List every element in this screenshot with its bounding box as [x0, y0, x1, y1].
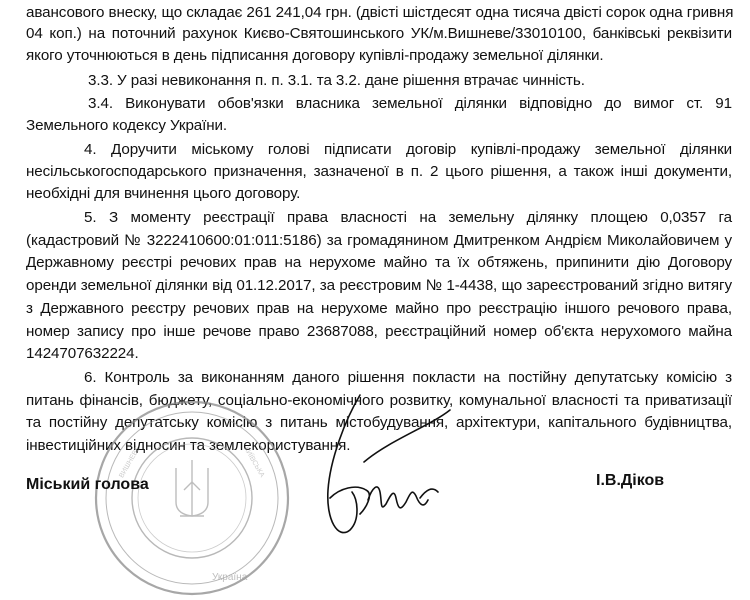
text-line: 3.4. Виконувати обов'язки власника земельної ділянки відповідно до вимог ст. 91: [88, 95, 732, 112]
text-line: номер запису про інше речове право 23687088, реєстраційний номер об'єкта нерухомого майна: [26, 323, 732, 340]
text-line: інвестиційних відносин та землекористування.: [26, 437, 351, 454]
text-line: авансового внеску, що складає 261 241,04 грн. (двісті шістдесят одна тисяча двісті сорок одна гривня: [26, 4, 734, 21]
signatory-title: Міський голова: [26, 476, 149, 493]
text-line: необхідні для вчинення цього договору.: [26, 185, 301, 202]
text-line: оренди земельної ділянки від 01.12.2017, за реєстровим № 1-4438, що зареєстрований згідно витягу: [26, 277, 732, 294]
signatory-name: І.В.Діков: [596, 472, 665, 489]
trident-emblem: [176, 460, 208, 516]
text-line: якого уточнюються в день підписання договору купівлі-продажу земельної ділянки.: [26, 47, 604, 64]
text-line: 04 коп.) на поточний рахунок Києво-Святошинського УК/м.Вишневе/33010100, банківські реквізити: [26, 25, 732, 42]
text-line: 5. З моменту реєстрації права власності на земельну ділянку площею 0,0357 га: [84, 209, 732, 226]
text-line: несільськогосподарського призначення, зазначеної в п. 2 цього рішення, а також інші документи,: [26, 163, 732, 180]
text-line: з Державного реєстру речових прав на нерухоме майно про реєстрацію іншого речового права,: [26, 300, 732, 317]
text-line: Земельного кодексу України.: [26, 117, 228, 134]
official-seal: [92, 398, 292, 598]
text-line: 6. Контроль за виконанням даного рішення покласти на постійну депутатську комісію з: [84, 369, 732, 386]
text-line: та постійну депутатську комісію з питань містобудування, архітектури, капітального будівництва,: [26, 414, 732, 431]
text-line: 3.3. У разі невиконання п. п. 3.1. та 3.2. дане рішення втрачає чинність.: [88, 72, 585, 89]
handwritten-signature: [320, 380, 460, 560]
text-line: (кадастровий № 3222410600:01:011:5186) за громадянином Дмитренком Андрієм Миколайовичем у: [26, 232, 732, 249]
text-line: Державному реєстрі речових прав на нерухоме майно та їх обтяжень, припинити дію Договору: [26, 254, 732, 271]
text-line: 1424707632224.: [26, 345, 139, 362]
svg-text:ВИШНЕВЕ: ВИШНЕВЕ: [118, 445, 142, 480]
text-line: питань фінансів, бюджету, соціально-економічного розвитку, комунальної власності та приватизації: [26, 392, 732, 409]
text-line: 4. Доручити міському голові підписати договір купівлі-продажу земельної ділянки: [84, 141, 732, 158]
seal-text: Україна: [212, 572, 248, 583]
svg-text:КИЇВСЬКА: КИЇВСЬКА: [242, 445, 266, 479]
